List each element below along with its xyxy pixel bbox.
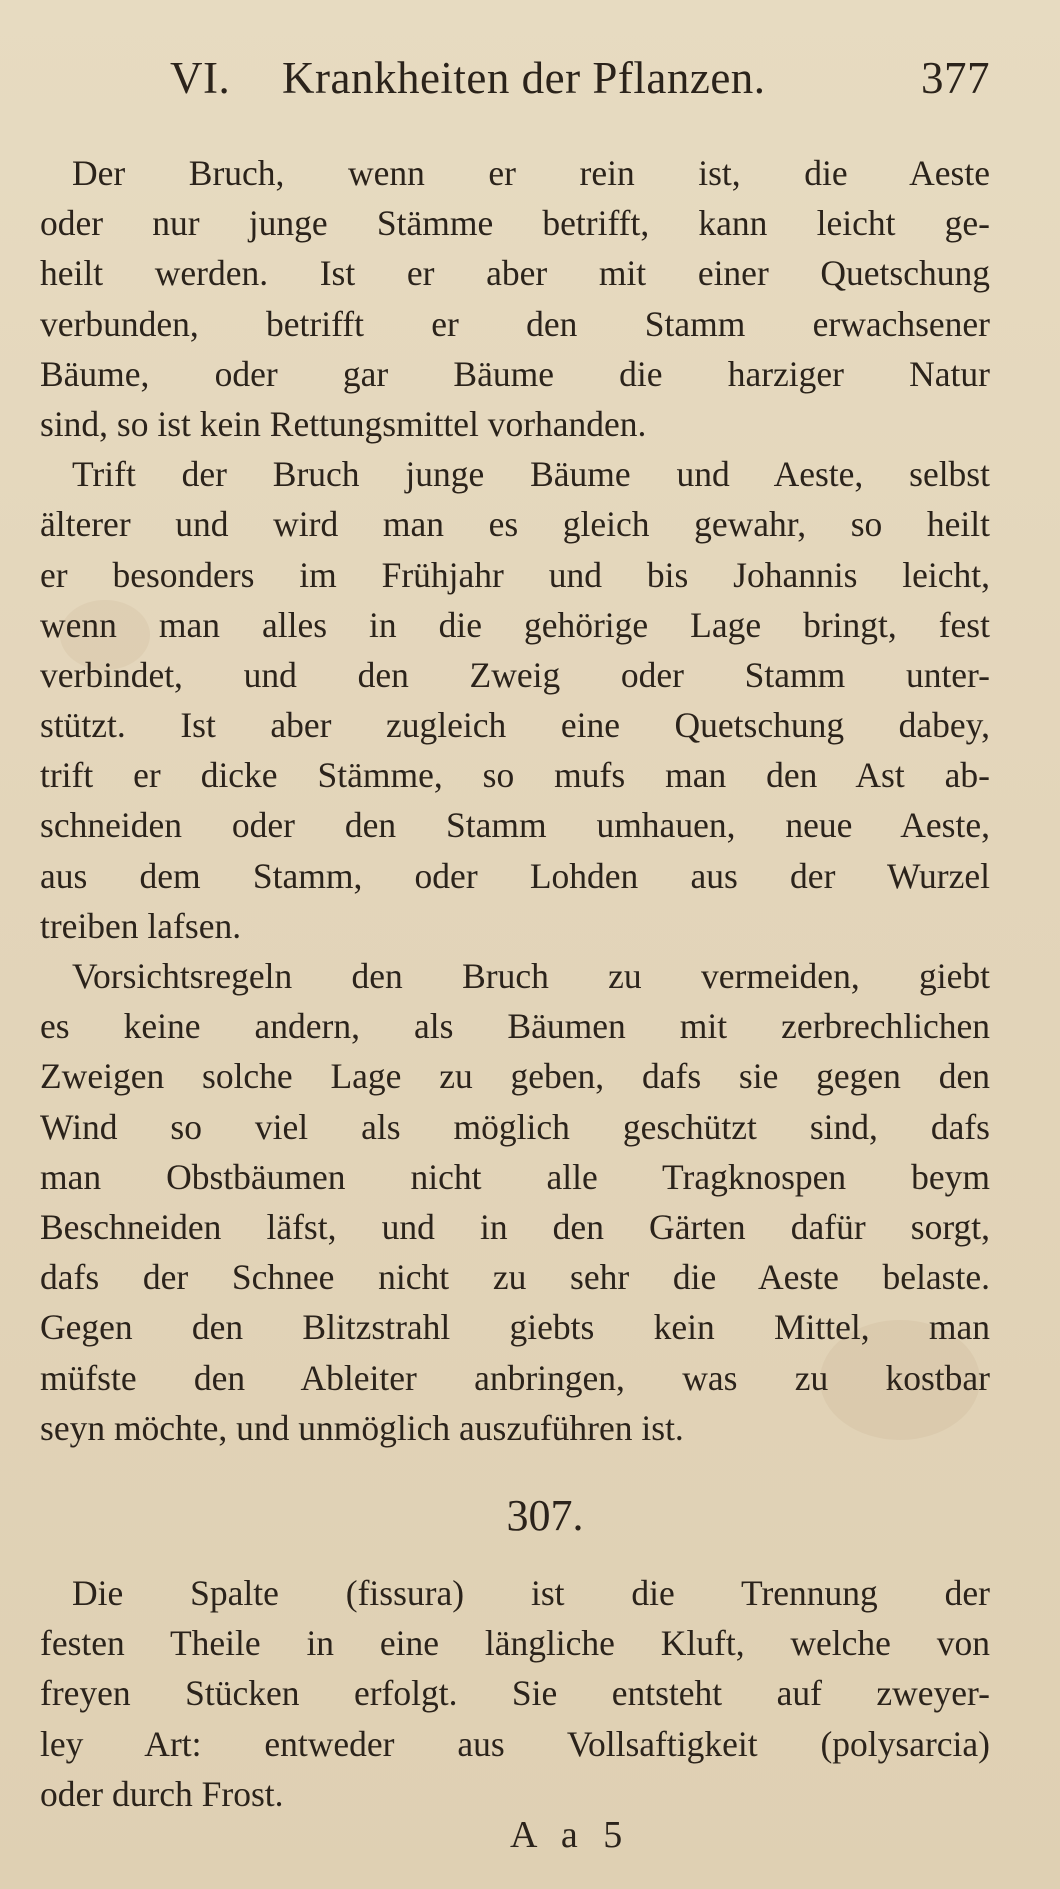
text-line: sind, so ist kein Rettungsmittel vorhanden. [40, 403, 647, 444]
text-line: freyen Stücken erfolgt. Sie entsteht auf zweyer- [40, 1673, 990, 1714]
text-line: aus dem Stamm, oder Lohden aus der Wurzel [40, 855, 990, 896]
text-line: ley Art: entweder aus Vollsaftigkeit (polysarcia) [40, 1723, 990, 1764]
paragraph-block-1 [40, 148, 990, 1453]
text-line: älterer und wird man es gleich gewahr, so heilt [40, 504, 990, 545]
text-line: dafs der Schnee nicht zu sehr die Aeste belaste. [40, 1257, 990, 1298]
text-line: Bäume, oder gar Bäume die harziger Natur [40, 353, 990, 394]
text-line: Zweigen solche Lage zu geben, dafs sie gegen den [40, 1056, 990, 1097]
text-line: verbindet, und den Zweig oder Stamm unter- [40, 654, 990, 695]
text-line: Vorsichtsregeln den Bruch zu vermeiden, giebt [72, 956, 990, 996]
text-line: festen Theile in eine längliche Kluft, welche von [40, 1623, 990, 1664]
text-line: er besonders im Frühjahr und bis Johannis leicht, [40, 554, 990, 595]
text-line: trift er dicke Stämme, so mufs man den Ast ab- [40, 755, 990, 796]
text-line: man Obstbäumen nicht alle Tragknospen beym [40, 1156, 990, 1197]
text-line: Gegen den Blitzstrahl giebts kein Mittel, man [40, 1307, 990, 1348]
signature-mark: A a 5 [510, 1814, 631, 1856]
text-line: müfste den Ableiter anbringen, was zu kostbar [40, 1357, 990, 1398]
text-line: wenn man alles in die gehörige Lage bringt, fest [40, 604, 990, 645]
text-line: oder nur junge Stämme betrifft, kann leicht ge- [40, 203, 990, 244]
text-line: stützt. Ist aber zugleich eine Quetschung dabey, [40, 705, 990, 746]
text-line: Beschneiden läfst, und in den Gärten dafür sorgt, [40, 1206, 990, 1247]
text-line: Trift der Bruch junge Bäume und Aeste, selbst [72, 454, 990, 495]
page-number: 377 [921, 53, 990, 103]
header-section-number: VI. [170, 53, 231, 103]
section-number: 307. [506, 1491, 584, 1540]
text-line: seyn möchte, und unmöglich auszuführen ist. [40, 1407, 684, 1448]
running-header [170, 52, 990, 112]
text-line: heilt werden. Ist er aber mit einer Quetschung [40, 253, 990, 294]
text-line: schneiden oder den Stamm umhauen, neue Aeste, [40, 805, 990, 846]
text-line: verbunden, betrifft er den Stamm erwachsener [40, 303, 990, 344]
text-line: es keine andern, als Bäumen mit zerbrechlichen [40, 1006, 990, 1047]
text-line: Wind so viel als möglich geschützt sind, dafs [40, 1106, 990, 1147]
text-line: Die Spalte (fissura) ist die Trennung der [72, 1573, 990, 1613]
text-line: treiben lafsen. [40, 905, 242, 946]
paragraph-block-2 [40, 1568, 990, 1819]
header-title: Krankheiten der Pflanzen. [282, 53, 766, 103]
text-line: oder durch Frost. [40, 1773, 284, 1814]
text-line: Der Bruch, wenn er rein ist, die Aeste [72, 153, 990, 193]
